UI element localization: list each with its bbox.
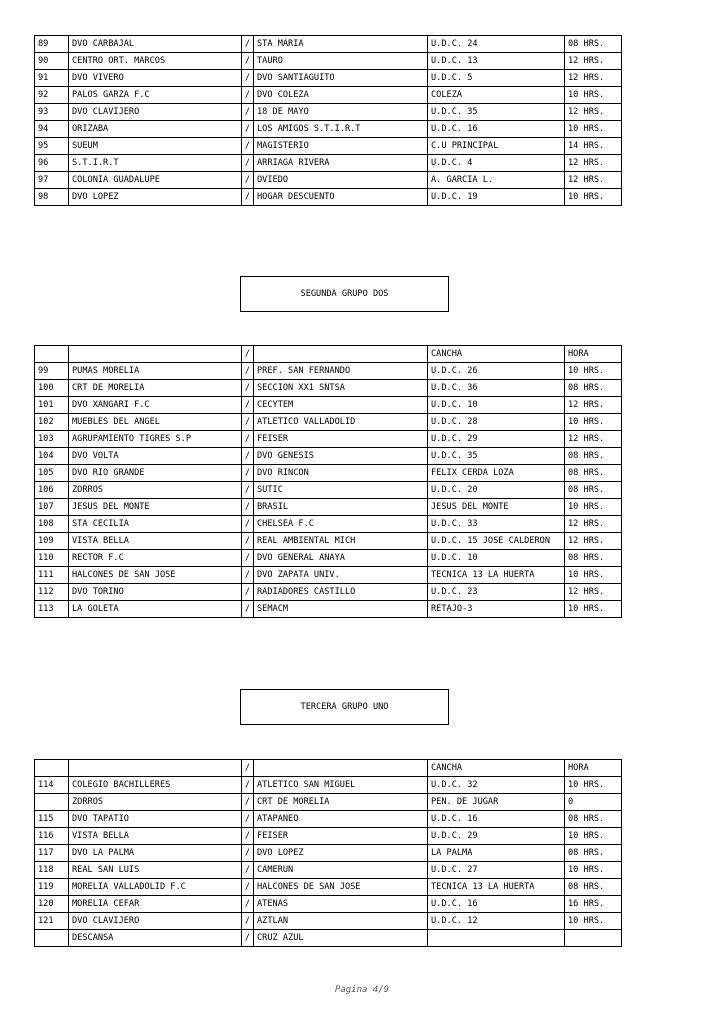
cell-num: 93 bbox=[35, 104, 69, 121]
cell-hora: 12 HRS. bbox=[565, 104, 622, 121]
cell-cancha: U.D.C. 16 bbox=[428, 896, 565, 913]
cell-home: PUMAS MORELIA bbox=[69, 363, 242, 380]
cell-cancha: CANCHA bbox=[428, 760, 565, 777]
cell-away: DVO SANTIAGUITO bbox=[254, 70, 428, 87]
cell-cancha: U.D.C. 10 bbox=[428, 550, 565, 567]
cell-home bbox=[69, 346, 242, 363]
table-row bbox=[35, 138, 622, 155]
cell-num: 101 bbox=[35, 397, 69, 414]
page-footer: Pagina 4/9 bbox=[334, 985, 390, 995]
cell-num: 104 bbox=[35, 448, 69, 465]
cell-num: 108 bbox=[35, 516, 69, 533]
cell-hora: 12 HRS. bbox=[565, 584, 622, 601]
cell-cancha: U.D.C. 29 bbox=[428, 431, 565, 448]
cell-sep: / bbox=[242, 760, 254, 777]
cell-cancha: U.D.C. 16 bbox=[428, 811, 565, 828]
table-row bbox=[35, 87, 622, 104]
cell-cancha: C.U PRINCIPAL bbox=[428, 138, 565, 155]
cell-hora: HORA bbox=[565, 346, 622, 363]
cell-num: 121 bbox=[35, 913, 69, 930]
table-row bbox=[35, 499, 622, 516]
section-title-segunda-grupo-dos: SEGUNDA GRUPO DOS bbox=[240, 276, 449, 312]
cell-num: 120 bbox=[35, 896, 69, 913]
cell-home: DVO LOPEZ bbox=[69, 189, 242, 206]
table-row bbox=[35, 862, 622, 879]
cell-away: MAGISTERIO bbox=[254, 138, 428, 155]
table-row bbox=[35, 380, 622, 397]
cell-hora: 14 HRS. bbox=[565, 138, 622, 155]
cell-home: SUEUM bbox=[69, 138, 242, 155]
cell-away: TAURO bbox=[254, 53, 428, 70]
cell-home: COLONIA GUADALUPE bbox=[69, 172, 242, 189]
cell-away: SEMACM bbox=[254, 601, 428, 618]
table-row bbox=[35, 448, 622, 465]
cell-hora: 08 HRS. bbox=[565, 879, 622, 896]
cell-away: DVO GENERAL ANAYA bbox=[254, 550, 428, 567]
table-row bbox=[35, 533, 622, 550]
cell-home: DVO VIVERO bbox=[69, 70, 242, 87]
cell-num: 95 bbox=[35, 138, 69, 155]
cell-num bbox=[35, 760, 69, 777]
cell-hora: 12 HRS. bbox=[565, 70, 622, 87]
cell-cancha: FELIX CERDA LOZA bbox=[428, 465, 565, 482]
cell-sep: / bbox=[242, 363, 254, 380]
cell-hora: 08 HRS. bbox=[565, 465, 622, 482]
cell-away: AZTLAN bbox=[254, 913, 428, 930]
table-row bbox=[35, 601, 622, 618]
cell-away: DVO COLEZA bbox=[254, 87, 428, 104]
cell-num bbox=[35, 346, 69, 363]
cell-num: 112 bbox=[35, 584, 69, 601]
cell-away: PREF. SAN FERNANDO bbox=[254, 363, 428, 380]
table-row bbox=[35, 930, 622, 947]
cell-away: HALCONES DE SAN JOSE bbox=[254, 879, 428, 896]
cell-hora: 10 HRS. bbox=[565, 189, 622, 206]
cell-sep: / bbox=[242, 896, 254, 913]
cell-cancha: U.D.C. 4 bbox=[428, 155, 565, 172]
cell-hora: 10 HRS. bbox=[565, 414, 622, 431]
cell-hora: 10 HRS. bbox=[565, 363, 622, 380]
cell-cancha: U.D.C. 23 bbox=[428, 584, 565, 601]
cell-num: 102 bbox=[35, 414, 69, 431]
cell-sep: / bbox=[242, 346, 254, 363]
cell-home: VISTA BELLA bbox=[69, 533, 242, 550]
cell-sep: / bbox=[242, 70, 254, 87]
cell-hora: 10 HRS. bbox=[565, 862, 622, 879]
cell-cancha: U.D.C. 15 JOSE CALDERON bbox=[428, 533, 565, 550]
cell-hora: 16 HRS. bbox=[565, 896, 622, 913]
cell-num: 119 bbox=[35, 879, 69, 896]
cell-cancha: U.D.C. 26 bbox=[428, 363, 565, 380]
cell-home: ZORROS bbox=[69, 482, 242, 499]
cell-away: FEISER bbox=[254, 431, 428, 448]
cell-away: ATLETICO SAN MIGUEL bbox=[254, 777, 428, 794]
cell-hora: 08 HRS. bbox=[565, 482, 622, 499]
table-row bbox=[35, 414, 622, 431]
cell-cancha: U.D.C. 36 bbox=[428, 380, 565, 397]
cell-hora: 12 HRS. bbox=[565, 533, 622, 550]
cell-cancha: U.D.C. 35 bbox=[428, 448, 565, 465]
cell-hora: 10 HRS. bbox=[565, 567, 622, 584]
table-row bbox=[35, 482, 622, 499]
cell-cancha: U.D.C. 5 bbox=[428, 70, 565, 87]
cell-away: STA MARIA bbox=[254, 36, 428, 53]
cell-hora: 10 HRS. bbox=[565, 499, 622, 516]
table-row bbox=[35, 811, 622, 828]
cell-home: ZORROS bbox=[69, 794, 242, 811]
cell-sep: / bbox=[242, 53, 254, 70]
cell-sep: / bbox=[242, 777, 254, 794]
cell-sep: / bbox=[242, 567, 254, 584]
table-row bbox=[35, 155, 622, 172]
cell-cancha: LA PALMA bbox=[428, 845, 565, 862]
cell-sep: / bbox=[242, 155, 254, 172]
cell-home: MORELIA VALLADOLID F.C bbox=[69, 879, 242, 896]
cell-hora: 12 HRS. bbox=[565, 155, 622, 172]
cell-away: 18 DE MAYO bbox=[254, 104, 428, 121]
table-row bbox=[35, 70, 622, 87]
cell-home: STA CECILIA bbox=[69, 516, 242, 533]
cell-hora: 12 HRS. bbox=[565, 397, 622, 414]
cell-cancha: A. GARCIA L. bbox=[428, 172, 565, 189]
cell-home: S.T.I.R.T bbox=[69, 155, 242, 172]
cell-away: RADIADORES CASTILLO bbox=[254, 584, 428, 601]
table-row bbox=[35, 845, 622, 862]
cell-sep: / bbox=[242, 172, 254, 189]
cell-hora: 10 HRS. bbox=[565, 828, 622, 845]
table-row bbox=[35, 189, 622, 206]
cell-home: DVO CLAVIJERO bbox=[69, 913, 242, 930]
cell-sep: / bbox=[242, 930, 254, 947]
cell-sep: / bbox=[242, 584, 254, 601]
cell-away: CECYTEM bbox=[254, 397, 428, 414]
cell-cancha bbox=[428, 930, 565, 947]
cell-sep: / bbox=[242, 87, 254, 104]
cell-num: 116 bbox=[35, 828, 69, 845]
cell-home: DVO TAPATIO bbox=[69, 811, 242, 828]
schedule-table-2 bbox=[34, 345, 622, 618]
cell-hora: 12 HRS. bbox=[565, 53, 622, 70]
cell-sep: / bbox=[242, 601, 254, 618]
cell-cancha: U.D.C. 12 bbox=[428, 913, 565, 930]
cell-hora: 08 HRS. bbox=[565, 380, 622, 397]
cell-cancha: U.D.C. 32 bbox=[428, 777, 565, 794]
cell-cancha: U.D.C. 33 bbox=[428, 516, 565, 533]
cell-home: DESCANSA bbox=[69, 930, 242, 947]
table-row bbox=[35, 828, 622, 845]
cell-sep: / bbox=[242, 138, 254, 155]
cell-home: JESUS DEL MONTE bbox=[69, 499, 242, 516]
cell-away: CRUZ AZUL bbox=[254, 930, 428, 947]
cell-home: DVO CARBAJAL bbox=[69, 36, 242, 53]
cell-sep: / bbox=[242, 431, 254, 448]
cell-cancha: U.D.C. 13 bbox=[428, 53, 565, 70]
cell-home: CRT DE MORELIA bbox=[69, 380, 242, 397]
cell-num: 113 bbox=[35, 601, 69, 618]
cell-home: REAL SAN LUIS bbox=[69, 862, 242, 879]
cell-cancha: U.D.C. 19 bbox=[428, 189, 565, 206]
cell-hora: 10 HRS. bbox=[565, 121, 622, 138]
cell-num: 111 bbox=[35, 567, 69, 584]
cell-cancha: TECNICA 13 LA HUERTA bbox=[428, 567, 565, 584]
cell-num: 117 bbox=[35, 845, 69, 862]
table-header-row bbox=[35, 760, 622, 777]
cell-hora: 08 HRS. bbox=[565, 36, 622, 53]
cell-away bbox=[254, 346, 428, 363]
cell-cancha: U.D.C. 28 bbox=[428, 414, 565, 431]
cell-sep: / bbox=[242, 380, 254, 397]
cell-home: CENTRO ORT. MARCOS bbox=[69, 53, 242, 70]
cell-sep: / bbox=[242, 862, 254, 879]
cell-home: DVO VOLTA bbox=[69, 448, 242, 465]
cell-away: ATAPANEO bbox=[254, 811, 428, 828]
cell-home: DVO CLAVIJERO bbox=[69, 104, 242, 121]
cell-cancha: RETAJO-3 bbox=[428, 601, 565, 618]
cell-sep: / bbox=[242, 36, 254, 53]
table-row bbox=[35, 896, 622, 913]
cell-num: 94 bbox=[35, 121, 69, 138]
cell-away: OVIEDO bbox=[254, 172, 428, 189]
cell-hora: 10 HRS. bbox=[565, 601, 622, 618]
cell-sep: / bbox=[242, 811, 254, 828]
cell-away: ATLETICO VALLADOLID bbox=[254, 414, 428, 431]
cell-cancha: U.D.C. 10 bbox=[428, 397, 565, 414]
cell-away: REAL AMBIENTAL MICH bbox=[254, 533, 428, 550]
table-row bbox=[35, 172, 622, 189]
table-row bbox=[35, 794, 622, 811]
table-row bbox=[35, 397, 622, 414]
cell-num: 118 bbox=[35, 862, 69, 879]
cell-hora: 10 HRS. bbox=[565, 87, 622, 104]
cell-num: 98 bbox=[35, 189, 69, 206]
cell-hora: 0 bbox=[565, 794, 622, 811]
table-row bbox=[35, 465, 622, 482]
cell-sep: / bbox=[242, 845, 254, 862]
cell-hora: 12 HRS. bbox=[565, 172, 622, 189]
cell-cancha: U.D.C. 16 bbox=[428, 121, 565, 138]
cell-home: MORELIA CEFAR bbox=[69, 896, 242, 913]
cell-away: BRASIL bbox=[254, 499, 428, 516]
table-row bbox=[35, 777, 622, 794]
cell-cancha: CANCHA bbox=[428, 346, 565, 363]
cell-num: 99 bbox=[35, 363, 69, 380]
cell-away: ATENAS bbox=[254, 896, 428, 913]
cell-away: CHELSEA F.C bbox=[254, 516, 428, 533]
cell-away: SUTIC bbox=[254, 482, 428, 499]
cell-hora: 08 HRS. bbox=[565, 550, 622, 567]
cell-sep: / bbox=[242, 482, 254, 499]
cell-away: ARRIAGA RIVERA bbox=[254, 155, 428, 172]
table-row bbox=[35, 584, 622, 601]
cell-home: PALOS GARZA F.C bbox=[69, 87, 242, 104]
cell-hora: 12 HRS. bbox=[565, 431, 622, 448]
cell-cancha: U.D.C. 27 bbox=[428, 862, 565, 879]
cell-away: DVO GENESIS bbox=[254, 448, 428, 465]
cell-away: FEISER bbox=[254, 828, 428, 845]
cell-sep: / bbox=[242, 414, 254, 431]
cell-away: DVO LOPEZ bbox=[254, 845, 428, 862]
cell-home: LA GOLETA bbox=[69, 601, 242, 618]
cell-hora: 08 HRS. bbox=[565, 811, 622, 828]
cell-num: 89 bbox=[35, 36, 69, 53]
cell-num: 100 bbox=[35, 380, 69, 397]
cell-num: 107 bbox=[35, 499, 69, 516]
cell-home: DVO RIO GRANDE bbox=[69, 465, 242, 482]
cell-hora: 10 HRS. bbox=[565, 913, 622, 930]
cell-num: 109 bbox=[35, 533, 69, 550]
cell-num bbox=[35, 794, 69, 811]
cell-home: VISTA BELLA bbox=[69, 828, 242, 845]
cell-away: HOGAR DESCUENTO bbox=[254, 189, 428, 206]
cell-hora: 12 HRS. bbox=[565, 516, 622, 533]
cell-hora: HORA bbox=[565, 760, 622, 777]
cell-num: 90 bbox=[35, 53, 69, 70]
cell-sep: / bbox=[242, 189, 254, 206]
cell-away: LOS AMIGOS S.T.I.R.T bbox=[254, 121, 428, 138]
cell-num: 115 bbox=[35, 811, 69, 828]
section-title-tercera-grupo-uno: TERCERA GRUPO UNO bbox=[240, 689, 449, 725]
cell-hora: 08 HRS. bbox=[565, 448, 622, 465]
cell-num: 114 bbox=[35, 777, 69, 794]
table-row bbox=[35, 431, 622, 448]
cell-num bbox=[35, 930, 69, 947]
cell-num: 96 bbox=[35, 155, 69, 172]
cell-num: 105 bbox=[35, 465, 69, 482]
table-row bbox=[35, 363, 622, 380]
cell-away: CAMERUN bbox=[254, 862, 428, 879]
schedule-table-3 bbox=[34, 759, 622, 947]
schedule-table-1 bbox=[34, 35, 622, 206]
cell-sep: / bbox=[242, 550, 254, 567]
cell-away: DVO ZAPATA UNIV. bbox=[254, 567, 428, 584]
table-row bbox=[35, 36, 622, 53]
cell-home: AGRUPAMIENTO TIGRES S.P bbox=[69, 431, 242, 448]
cell-cancha: PEN. DE JUGAR bbox=[428, 794, 565, 811]
table-row bbox=[35, 550, 622, 567]
cell-sep: / bbox=[242, 879, 254, 896]
table-row bbox=[35, 567, 622, 584]
cell-num: 106 bbox=[35, 482, 69, 499]
cell-sep: / bbox=[242, 448, 254, 465]
table-row bbox=[35, 879, 622, 896]
cell-home bbox=[69, 760, 242, 777]
cell-away: CRT DE MORELIA bbox=[254, 794, 428, 811]
cell-home: RECTOR F.C bbox=[69, 550, 242, 567]
cell-hora: 08 HRS. bbox=[565, 845, 622, 862]
cell-num: 91 bbox=[35, 70, 69, 87]
cell-away: SECCION XX1 SNTSA bbox=[254, 380, 428, 397]
cell-cancha: U.D.C. 35 bbox=[428, 104, 565, 121]
cell-home: HALCONES DE SAN JOSE bbox=[69, 567, 242, 584]
cell-home: DVO XANGARI F.C bbox=[69, 397, 242, 414]
cell-sep: / bbox=[242, 913, 254, 930]
table-header-row bbox=[35, 346, 622, 363]
cell-cancha: U.D.C. 29 bbox=[428, 828, 565, 845]
table-row bbox=[35, 53, 622, 70]
table-row bbox=[35, 121, 622, 138]
cell-num: 103 bbox=[35, 431, 69, 448]
cell-sep: / bbox=[242, 499, 254, 516]
cell-home: COLEGIO BACHILLERES bbox=[69, 777, 242, 794]
cell-cancha: U.D.C. 20 bbox=[428, 482, 565, 499]
cell-num: 110 bbox=[35, 550, 69, 567]
cell-sep: / bbox=[242, 794, 254, 811]
cell-sep: / bbox=[242, 397, 254, 414]
cell-num: 92 bbox=[35, 87, 69, 104]
cell-sep: / bbox=[242, 828, 254, 845]
cell-sep: / bbox=[242, 104, 254, 121]
cell-hora bbox=[565, 930, 622, 947]
cell-cancha: U.D.C. 24 bbox=[428, 36, 565, 53]
cell-home: MUEBLES DEL ANGEL bbox=[69, 414, 242, 431]
table-row bbox=[35, 104, 622, 121]
cell-home: ORIZABA bbox=[69, 121, 242, 138]
table-row bbox=[35, 516, 622, 533]
cell-home: DVO TORINO bbox=[69, 584, 242, 601]
cell-cancha: TECNICA 13 LA HUERTA bbox=[428, 879, 565, 896]
table-row bbox=[35, 913, 622, 930]
cell-sep: / bbox=[242, 465, 254, 482]
cell-cancha: JESUS DEL MONTE bbox=[428, 499, 565, 516]
cell-cancha: COLEZA bbox=[428, 87, 565, 104]
cell-away: DVO RINCON bbox=[254, 465, 428, 482]
cell-sep: / bbox=[242, 516, 254, 533]
cell-away bbox=[254, 760, 428, 777]
cell-sep: / bbox=[242, 121, 254, 138]
cell-home: DVO LA PALMA bbox=[69, 845, 242, 862]
cell-hora: 10 HRS. bbox=[565, 777, 622, 794]
cell-sep: / bbox=[242, 533, 254, 550]
cell-num: 97 bbox=[35, 172, 69, 189]
